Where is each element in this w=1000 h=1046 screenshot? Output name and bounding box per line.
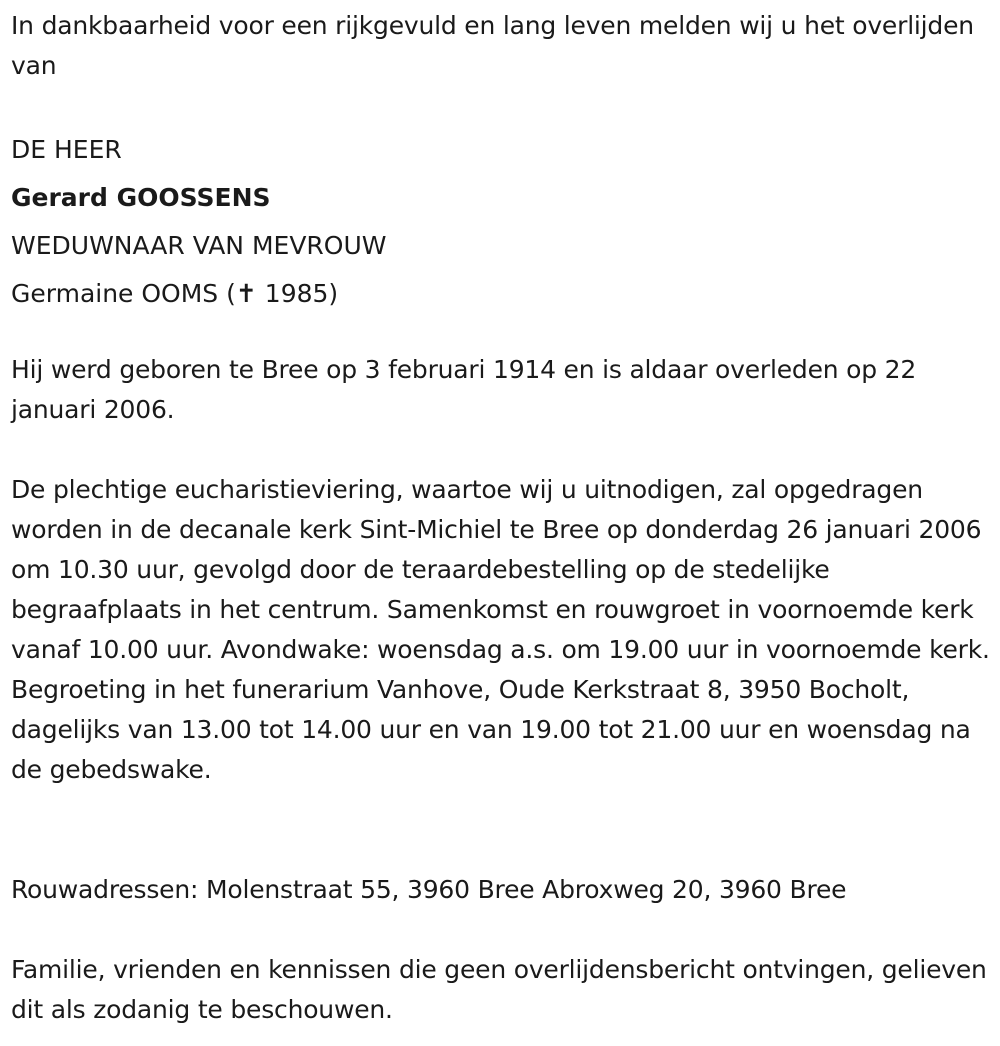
spouse-line	[11, 270, 996, 318]
addresses-paragraph: Rouwadressen: Molenstraat 55, 3960 Bree Abroxweg 20, 3960 Bree	[11, 875, 847, 904]
spouse-death-year: 1985)	[264, 279, 339, 308]
closing-paragraph: Familie, vrienden en kennissen die geen overlijdensbericht ontvingen, gelieven dit als zodanig te beschouwen.	[11, 955, 987, 1024]
cross-icon: ✝	[235, 279, 257, 308]
deceased-name: Gerard GOOSSENS	[11, 183, 271, 212]
relation-line: WEDUWNAAR VAN MEVROUW	[11, 231, 387, 260]
deceased-heading	[11, 126, 996, 318]
spouse-name: Germaine OOMS (	[11, 279, 236, 308]
birth-death-paragraph: Hij werd geboren te Bree op 3 februari 1914 en is aldaar overleden op 22 januari 2006.	[11, 355, 917, 424]
ceremony-paragraph: De plechtige eucharistieviering, waartoe wij u uitnodigen, zal opgedragen worden in de decanale kerk Sint-Michiel te Bree op donderdag 26 januari 2006 om 10.30 uur, gevolgd door de teraardebestelling op de stedelijke begraafplaats in het centrum. Samenkomst en rouwgroet in voornoemde kerk vanaf 10.00 uur. Avondwake: woensdag a.s. om 19.00 uur in voornoemde kerk. Begroeting in het funerarium Vanhove, Oude Kerkstraat 8, 3950 Bocholt, dagelijks van 13.00 tot 14.00 uur en van 19.00 tot 21.00 uur en woensdag na de gebedswake.	[11, 475, 990, 784]
intro-paragraph: In dankbaarheid voor een rijkgevuld en lang leven melden wij u het overlijden van	[11, 11, 974, 80]
title-line: DE HEER	[11, 135, 122, 164]
